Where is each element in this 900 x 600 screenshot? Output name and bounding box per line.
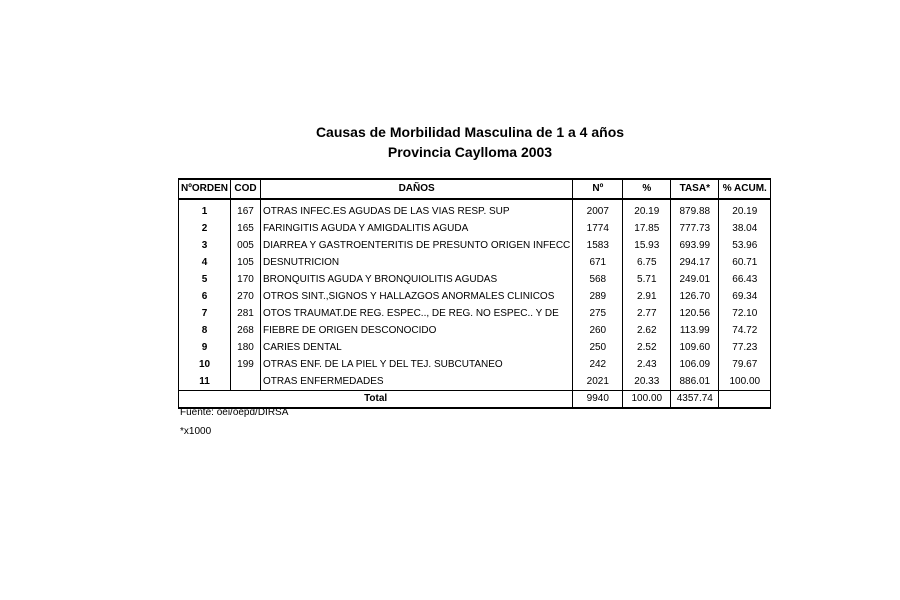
cell-pct: 2.91: [623, 288, 671, 305]
cell-n: 2021: [573, 373, 623, 391]
table-body: [179, 199, 771, 408]
cell-tasa: 294.17: [671, 254, 719, 271]
cell-dano: OTROS SINT.,SIGNOS Y HALLAZGOS ANORMALES CLINICOS: [261, 288, 573, 305]
cell-dano: BRONQUITIS AGUDA Y BRONQUIOLITIS AGUDAS: [261, 271, 573, 288]
cell-dano: OTRAS ENF. DE LA PIEL Y DEL TEJ. SUBCUTANEO: [261, 356, 573, 373]
cell-n: 2007: [573, 199, 623, 220]
table-row: [179, 356, 771, 373]
morbidity-table: [178, 178, 771, 409]
footnote: *x1000: [180, 426, 212, 437]
table-row: [179, 322, 771, 339]
cell-dano: OTRAS ENFERMEDADES: [261, 373, 573, 391]
cell-tasa: 249.01: [671, 271, 719, 288]
table-header-row: [179, 179, 771, 199]
cell-cod: 170: [231, 271, 261, 288]
cell-cod: 268: [231, 322, 261, 339]
cell-pct: 2.62: [623, 322, 671, 339]
cell-pct: 15.93: [623, 237, 671, 254]
page-subtitle: Provincia Caylloma 2003: [387, 144, 553, 160]
cell-dano: OTRAS INFEC.ES AGUDAS DE LAS VIAS RESP. SUP: [261, 199, 573, 220]
cell-pct: 5.71: [623, 271, 671, 288]
cell-n: 671: [573, 254, 623, 271]
header-orden: NºORDEN: [179, 179, 231, 199]
cell-dano: OTOS TRAUMAT.DE REG. ESPEC.., DE REG. NO ESPEC.. Y DE: [261, 305, 573, 322]
cell-orden: 11: [179, 373, 231, 391]
cell-tasa: 886.01: [671, 373, 719, 391]
cell-orden: 7: [179, 305, 231, 322]
cell-tasa: 106.09: [671, 356, 719, 373]
header-n: Nº: [573, 179, 623, 199]
table-row: [179, 199, 771, 220]
cell-pct: 20.33: [623, 373, 671, 391]
table-row: [179, 373, 771, 391]
cell-tasa: 879.88: [671, 199, 719, 220]
cell-cod: 180: [231, 339, 261, 356]
cell-n: 1774: [573, 220, 623, 237]
total-n: 9940: [573, 391, 623, 409]
table-row: [179, 254, 771, 271]
cell-dano: FARINGITIS AGUDA Y AMIGDALITIS AGUDA: [261, 220, 573, 237]
source-note: Fuente: oei/oepd/DIRSA: [180, 407, 289, 418]
cell-acum: 60.71: [719, 254, 771, 271]
cell-orden: 10: [179, 356, 231, 373]
cell-orden: 9: [179, 339, 231, 356]
table-row: [179, 288, 771, 305]
cell-orden: 3: [179, 237, 231, 254]
cell-tasa: 113.99: [671, 322, 719, 339]
cell-dano: DESNUTRICION: [261, 254, 573, 271]
total-label: Total: [179, 391, 573, 409]
cell-acum: 72.10: [719, 305, 771, 322]
cell-cod: 270: [231, 288, 261, 305]
cell-cod: [231, 373, 261, 391]
cell-orden: 8: [179, 322, 231, 339]
cell-n: 250: [573, 339, 623, 356]
cell-pct: 6.75: [623, 254, 671, 271]
cell-acum: 77.23: [719, 339, 771, 356]
cell-tasa: 120.56: [671, 305, 719, 322]
cell-tasa: 109.60: [671, 339, 719, 356]
cell-orden: 4: [179, 254, 231, 271]
total-row: [179, 391, 771, 409]
cell-tasa: 777.73: [671, 220, 719, 237]
cell-cod: 281: [231, 305, 261, 322]
cell-acum: 100.00: [719, 373, 771, 391]
header-cod: COD: [231, 179, 261, 199]
total-acum: [719, 391, 771, 409]
page-title: Causas de Morbilidad Masculina de 1 a 4 años: [315, 124, 625, 140]
cell-cod: 105: [231, 254, 261, 271]
cell-acum: 79.67: [719, 356, 771, 373]
total-pct: 100.00: [623, 391, 671, 409]
header-tasa: TASA*: [671, 179, 719, 199]
cell-dano: CARIES DENTAL: [261, 339, 573, 356]
cell-orden: 6: [179, 288, 231, 305]
cell-cod: 199: [231, 356, 261, 373]
cell-orden: 1: [179, 199, 231, 220]
cell-pct: 2.77: [623, 305, 671, 322]
cell-n: 260: [573, 322, 623, 339]
table-row: [179, 305, 771, 322]
cell-cod: 005: [231, 237, 261, 254]
cell-n: 242: [573, 356, 623, 373]
cell-acum: 53.96: [719, 237, 771, 254]
total-tasa: 4357.74: [671, 391, 719, 409]
cell-pct: 20.19: [623, 199, 671, 220]
cell-cod: 167: [231, 199, 261, 220]
cell-acum: 66.43: [719, 271, 771, 288]
cell-n: 275: [573, 305, 623, 322]
header-pct: %: [623, 179, 671, 199]
cell-n: 289: [573, 288, 623, 305]
header-acum: % ACUM.: [719, 179, 771, 199]
cell-n: 568: [573, 271, 623, 288]
cell-dano: DIARREA Y GASTROENTERITIS DE PRESUNTO ORIGEN INFECC: [261, 237, 573, 254]
cell-acum: 74.72: [719, 322, 771, 339]
table-row: [179, 237, 771, 254]
table-row: [179, 271, 771, 288]
header-danos: DAÑOS: [261, 179, 573, 199]
cell-n: 1583: [573, 237, 623, 254]
cell-tasa: 693.99: [671, 237, 719, 254]
cell-acum: 38.04: [719, 220, 771, 237]
cell-orden: 2: [179, 220, 231, 237]
cell-dano: FIEBRE DE ORIGEN DESCONOCIDO: [261, 322, 573, 339]
cell-cod: 165: [231, 220, 261, 237]
table-row: [179, 220, 771, 237]
cell-pct: 17.85: [623, 220, 671, 237]
cell-pct: 2.52: [623, 339, 671, 356]
cell-tasa: 126.70: [671, 288, 719, 305]
cell-pct: 2.43: [623, 356, 671, 373]
cell-acum: 69.34: [719, 288, 771, 305]
table-row: [179, 339, 771, 356]
cell-orden: 5: [179, 271, 231, 288]
cell-acum: 20.19: [719, 199, 771, 220]
